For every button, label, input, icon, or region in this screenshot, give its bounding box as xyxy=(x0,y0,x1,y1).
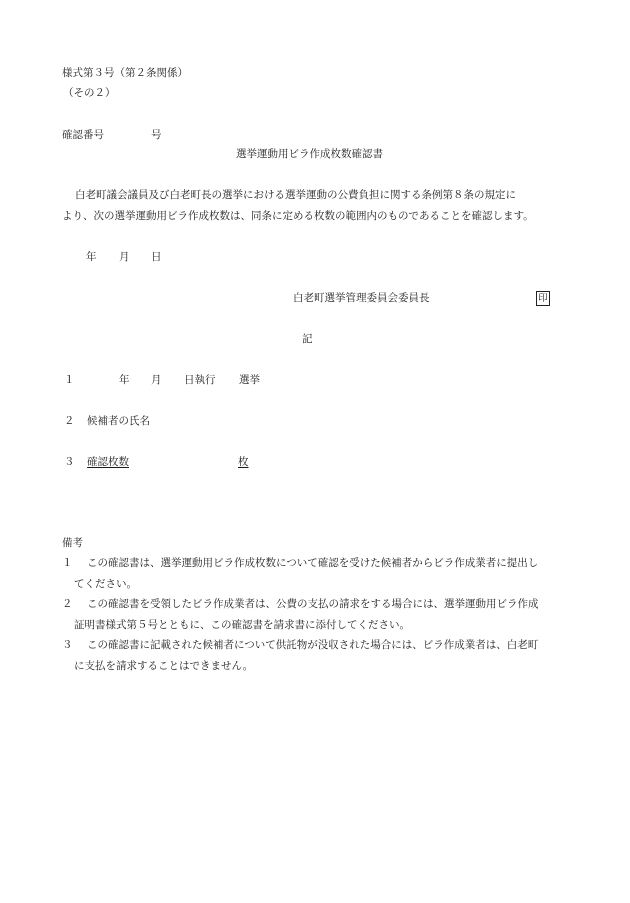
item-2-number: ２ xyxy=(64,415,75,427)
item-3-label: 確認枚数 xyxy=(87,456,129,468)
notes-heading: 備考 xyxy=(62,537,83,549)
note-2-line-1: この確認書を受領したビラ作成業者は、公費の支払の請求をする場合には、選挙運動用ビラ作成 xyxy=(87,598,539,610)
item-3-number: ３ xyxy=(64,456,75,468)
note-2-number: ２ xyxy=(62,598,73,610)
note-3-number: ３ xyxy=(62,639,73,651)
item-3-field xyxy=(87,457,272,468)
body-line-2: より、次の選挙運動用ビラ作成枚数は、同条に定める枚数の範囲内のものであることを確認します。 xyxy=(62,210,534,222)
authority-name: 白老町選挙管理委員会委員長 xyxy=(293,292,430,304)
note-3-line-1: この確認書に記載された候補者について供託物が没収された場合には、ビラ作成業者は、白老町 xyxy=(87,639,539,651)
note-3-line-2: に支払を請求することはできません。 xyxy=(74,660,254,672)
form-sub-number: （その２） xyxy=(63,87,116,99)
note-1-line-1: この確認書は、選挙運動用ビラ作成枚数について確認を受けた候補者からビラ作成業者に提出し xyxy=(87,557,539,569)
note-2-line-2: 証明書様式第５号とともに、この確認書を請求書に添付してください。 xyxy=(74,619,410,631)
item-2-label: 候補者の氏名 xyxy=(87,415,150,427)
body-line-1: 白老町議会議員及び白老町長の選挙における選挙運動の公費負担に関する条例第８条の規定に xyxy=(75,189,516,201)
confirm-number-suffix: 号 xyxy=(151,129,162,141)
date-month: 月 xyxy=(119,251,130,263)
date-year: 年 xyxy=(86,251,97,263)
confirm-number-label: 確認番号 xyxy=(62,129,104,141)
item-1-day: 日執行 xyxy=(184,374,216,386)
item-1-year: 年 xyxy=(119,374,130,386)
item-1-number: １ xyxy=(64,374,75,386)
item-1-month: 月 xyxy=(151,374,162,386)
seal-mark: 印 xyxy=(536,291,550,306)
date-day: 日 xyxy=(151,251,162,263)
note-1-line-2: てください。 xyxy=(74,578,137,590)
item-3-unit: 枚 xyxy=(238,456,249,468)
form-number: 様式第３号（第２条関係） xyxy=(62,67,188,79)
record-heading: 記 xyxy=(302,333,313,345)
note-1-number: １ xyxy=(62,557,73,569)
item-1-election: 選挙 xyxy=(239,374,260,386)
document-title: 選挙運動用ビラ作成枚数確認書 xyxy=(236,148,383,160)
